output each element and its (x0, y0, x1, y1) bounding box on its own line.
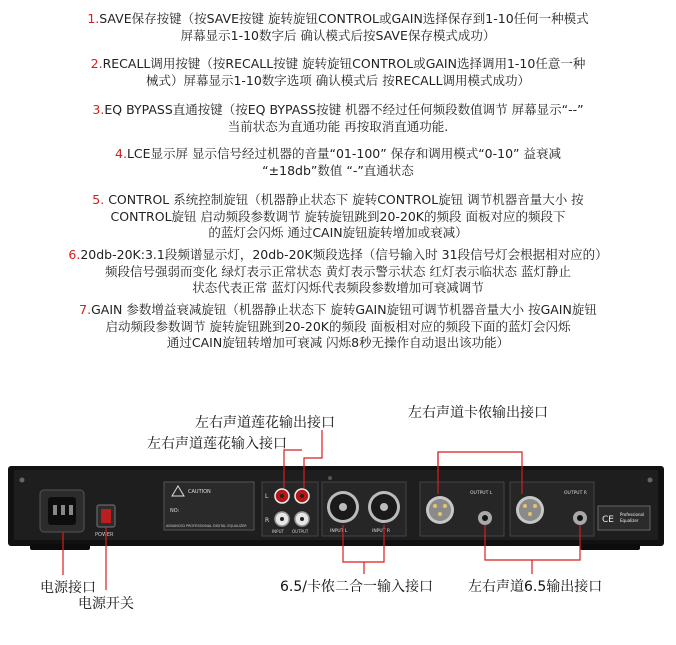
rca-input-label: INPUT (272, 529, 284, 534)
screw (20, 478, 25, 483)
output-l-label: OUTPUT L (470, 491, 493, 496)
callout-jack-output: 左右声道6.5输出接口 (468, 579, 603, 595)
combo-input-r-jack (380, 503, 388, 511)
combo-l-label: INPUT L (330, 529, 348, 534)
combo-r-label: INPUT R (372, 529, 391, 534)
instruction-line: 的蓝灯会闪烁 通过CAIN旋钮旋转增加或衰减） (208, 225, 468, 240)
jack-output-r-hole (577, 515, 583, 521)
screw (648, 478, 653, 483)
instruction-line: SAVE保存按键（按SAVE按键 旋转旋钮CONTROL或GAIN选择保存到1-10任何一种模式 (99, 11, 589, 26)
power-pin (53, 505, 57, 515)
ce-mark-icon: CE (602, 515, 614, 525)
xlr-pin (433, 504, 437, 508)
output-r-label: OUTPUT R (564, 491, 587, 496)
xlr-output-r-face (519, 499, 541, 521)
instruction-line: 状态代表正常 蓝灯闪烁代表频段参数增加可衰减调节 (192, 280, 484, 295)
rca-pin (280, 517, 284, 521)
instruction-line: 械式）屏幕显示1-10数字选项 确认模式后 按RECALL调用模式成功） (145, 72, 531, 88)
instruction-line: 当前状态为直通功能 再按取消直通功能. (227, 118, 449, 134)
rca-pin (300, 517, 304, 521)
product-name: ADVANCED PROFESSIONAL DIGITAL EQUALIZER (166, 524, 247, 528)
instruction-number: 2. (90, 56, 103, 71)
instruction-line: CONTROL旋钮 启动频段参数调节 旋转旋钮跳到20-20K的频段 面板对应的频段下 (110, 208, 566, 224)
instruction-number: 1. (87, 11, 100, 26)
brand-text-2: Equalizer (620, 518, 639, 523)
callout-power-switch: 电源开关 (78, 596, 134, 612)
power-switch-rocker (101, 509, 111, 523)
instruction-line: 通过CAIN旋钮转增加可衰减 闪烁8秒无操作自动退出该功能） (166, 335, 510, 350)
brand-text: Professional (620, 512, 645, 517)
jack-output-l-hole (482, 515, 488, 521)
instruction-line: RECALL调用按键（按RECALL按键 旋转旋钮CONTROL或GAIN选择调用1-10任意一种 (102, 56, 586, 71)
rca-section (262, 482, 318, 536)
instruction-line: “±18db”数值 “-”直通状态 (262, 162, 414, 178)
rca-output-label: OUTPUT (292, 529, 309, 534)
instruction-number: 5. (92, 192, 105, 207)
instruction-number: 7. (79, 302, 92, 317)
instruction-line: 频段信号强弱而变化 绿灯表示正常状态 黄灯表示警示状态 红灯表示临状态 蓝灯静止 (105, 263, 571, 279)
instruction-number: 6. (68, 247, 81, 262)
foot-right (580, 544, 640, 550)
power-switch-label: POWER (95, 532, 114, 538)
rca-pin (280, 494, 284, 498)
instruction-line: 启动频段参数调节 旋转旋钮跳到20-20K的频段 面板相对应的频段下面的蓝灯会闪烁 (105, 318, 571, 334)
power-pin (69, 505, 73, 515)
xlr-pin (438, 512, 442, 516)
xlr-pin (523, 504, 527, 508)
combo-input-l-jack (339, 503, 347, 511)
instruction-line: EQ BYPASS直通按键（按EQ BYPASS按键 机器不经过任何频段数值调节 屏幕显示“--” (104, 102, 584, 117)
xlr-pin (443, 504, 447, 508)
instruction-number: 3. (92, 102, 105, 117)
instruction-line: GAIN 参数增益衰减旋钮（机器静止状态下 旋转GAIN旋钮可调节机器音量大小 按GAIN旋钮 (91, 302, 597, 317)
callout-xlr-output: 左右声道卡侬输出接口 (408, 405, 548, 421)
instruction-line: CONTROL 系统控制旋钮（机器静止状态下 旋转CONTROL旋钮 调节机器音量大小 按 (104, 192, 584, 207)
instruction-line: 屏幕显示1-10数字后 确认模式后按SAVE保存模式成功） (180, 27, 496, 43)
rca-l-label: L (265, 493, 269, 500)
callout-power-port: 电源接口 (40, 580, 96, 596)
xlr-pin (528, 512, 532, 516)
power-pin (61, 505, 65, 515)
callout-combo-input: 6.5/卡侬二合一输入接口 (280, 579, 433, 595)
xlr-output-l-face (429, 499, 451, 521)
callout-rca-output: 左右声道莲花输出接口 (195, 415, 335, 431)
instruction-line: LCE显示屏 显示信号经过机器的音量“01-100” 保存和调用模式“0-10” 益衰减 (126, 146, 561, 161)
instruction-number: 4. (115, 146, 127, 161)
rca-r-label: R (265, 517, 270, 524)
screw (328, 476, 332, 480)
rca-pin (300, 494, 304, 498)
foot-left (30, 544, 90, 550)
serial-label: NO: (170, 508, 180, 514)
callout-rca-input: 左右声道莲花输入接口 (147, 436, 287, 452)
caution-text: CAUTION (188, 489, 211, 495)
xlr-pin (533, 504, 537, 508)
instruction-line: 20db-20K:3.1段频谱显示灯，20db-20K频段选择（信号输入时 31段信号灯会根据相对应的） (80, 247, 608, 262)
